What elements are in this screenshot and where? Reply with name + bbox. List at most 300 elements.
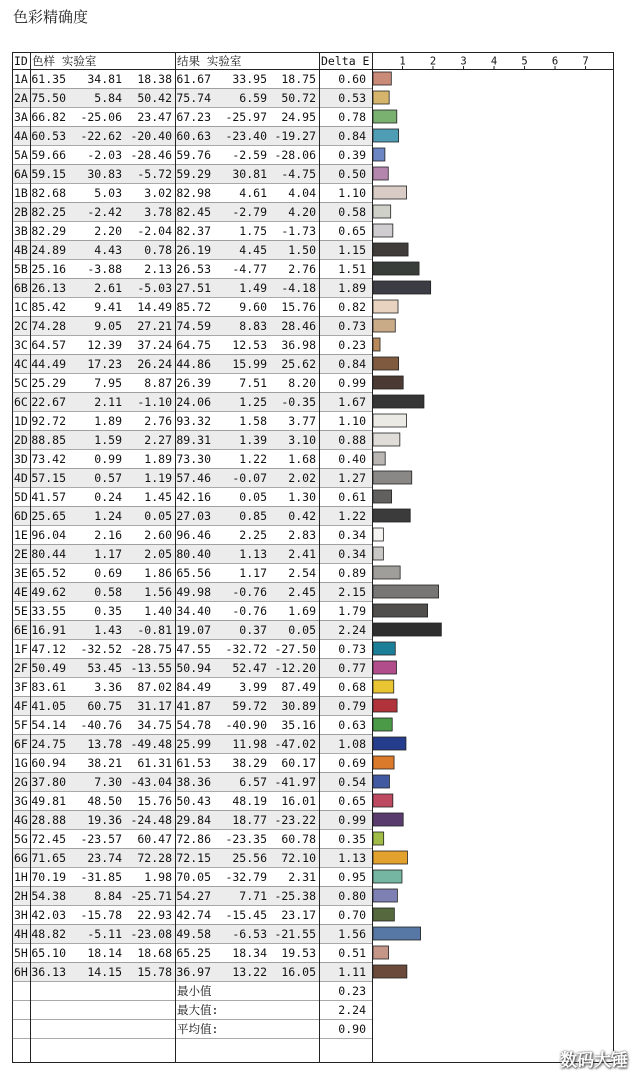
delta-e-bar xyxy=(373,338,380,351)
sample-lab-value: 59.66 xyxy=(31,148,66,162)
delta-e-bar xyxy=(373,395,424,408)
sample-lab-value: 34.75 xyxy=(137,718,172,732)
page-title: 色彩精确度 xyxy=(13,8,89,26)
sample-lab-value: -15.78 xyxy=(80,908,122,922)
result-lab-value: 82.37 xyxy=(176,224,211,238)
sample-lab-value: 22.67 xyxy=(31,395,66,409)
sample-lab-value: 24.89 xyxy=(31,243,66,257)
delta-e-bar xyxy=(373,452,385,465)
row-id: 6F xyxy=(14,737,28,751)
sample-lab-value: 9.05 xyxy=(94,319,122,333)
row-id: 1B xyxy=(14,186,28,200)
sample-lab-value: 1.56 xyxy=(144,585,172,599)
delta-e-value: 0.65 xyxy=(338,794,366,808)
sample-lab-value: 54.38 xyxy=(31,889,66,903)
result-lab-value: 38.36 xyxy=(176,775,211,789)
result-lab-value: 12.53 xyxy=(232,338,267,352)
x-tick-label: 2 xyxy=(429,55,437,68)
delta-e-value: 1.10 xyxy=(338,414,366,428)
sample-lab-value: 72.28 xyxy=(137,851,172,865)
result-lab-value: 50.43 xyxy=(176,794,211,808)
result-lab-value: 25.56 xyxy=(232,851,267,865)
delta-e-bar xyxy=(373,813,403,826)
result-lab-value: 87.49 xyxy=(281,680,316,694)
sample-lab-value: 18.38 xyxy=(137,72,172,86)
result-lab-value: 57.46 xyxy=(176,471,211,485)
delta-e-value: 1.22 xyxy=(338,509,366,523)
sample-lab-value: 61.35 xyxy=(31,72,66,86)
delta-e-value: 0.50 xyxy=(338,167,366,181)
sample-lab-value: 47.12 xyxy=(31,642,66,656)
delta-e-bar xyxy=(373,623,441,636)
delta-e-value: 0.34 xyxy=(338,528,366,542)
row-id: 1G xyxy=(14,756,28,770)
result-lab-value: 42.16 xyxy=(176,490,211,504)
delta-e-bar xyxy=(373,205,391,218)
result-lab-value: 50.72 xyxy=(281,91,316,105)
sample-lab-value: 17.23 xyxy=(87,357,122,371)
sample-lab-value: 1.86 xyxy=(144,566,172,580)
row-id: 5B xyxy=(14,262,28,276)
result-lab-value: 73.30 xyxy=(176,452,211,466)
delta-e-value: 0.54 xyxy=(338,775,366,789)
sample-lab-value: 1.43 xyxy=(94,623,122,637)
delta-e-value: 0.23 xyxy=(338,338,366,352)
result-lab-value: 54.27 xyxy=(176,889,211,903)
result-lab-value: 2.76 xyxy=(288,262,316,276)
row-id: 3D xyxy=(14,452,28,466)
result-lab-value: 67.23 xyxy=(176,110,211,124)
result-lab-value: 4.20 xyxy=(288,205,316,219)
delta-e-value: 1.15 xyxy=(338,243,366,257)
delta-e-bar xyxy=(373,775,389,788)
result-lab-value: -4.18 xyxy=(281,281,316,295)
delta-e-bar xyxy=(373,965,407,978)
sample-lab-value: 25.16 xyxy=(31,262,66,276)
sample-lab-value: -3.88 xyxy=(87,262,122,276)
delta-e-chart xyxy=(12,52,614,1063)
result-lab-value: 48.19 xyxy=(232,794,267,808)
sample-lab-value: 42.03 xyxy=(31,908,66,922)
delta-e-value: 1.89 xyxy=(338,281,366,295)
result-lab-value: 3.10 xyxy=(288,433,316,447)
result-lab-value: 61.53 xyxy=(176,756,211,770)
row-id: 2C xyxy=(14,319,28,333)
result-lab-value: 72.86 xyxy=(176,832,211,846)
result-lab-value: 25.99 xyxy=(176,737,211,751)
sample-lab-value: 61.31 xyxy=(137,756,172,770)
sample-lab-value: 16.91 xyxy=(31,623,66,637)
sample-lab-value: 50.42 xyxy=(137,91,172,105)
sample-lab-value: 60.53 xyxy=(31,129,66,143)
x-tick-label: 4 xyxy=(490,55,498,68)
result-lab-value: 59.76 xyxy=(176,148,211,162)
sample-lab-value: 26.13 xyxy=(31,281,66,295)
row-id: 6G xyxy=(14,851,28,865)
sample-lab-value: 1.19 xyxy=(144,471,172,485)
result-lab-value: 30.81 xyxy=(232,167,267,181)
delta-e-bar xyxy=(373,756,394,769)
sample-lab-value: 38.21 xyxy=(87,756,122,770)
sample-lab-value: 19.36 xyxy=(87,813,122,827)
sample-lab-value: 0.78 xyxy=(144,243,172,257)
result-lab-value: 93.32 xyxy=(176,414,211,428)
sample-lab-value: 31.17 xyxy=(137,699,172,713)
delta-e-value: 0.99 xyxy=(338,376,366,390)
delta-e-value: 0.99 xyxy=(338,813,366,827)
row-id: 1D xyxy=(14,414,28,428)
result-lab-value: 24.95 xyxy=(281,110,316,124)
result-lab-value: -40.90 xyxy=(225,718,267,732)
delta-e-bar xyxy=(373,490,392,503)
result-lab-value: 26.19 xyxy=(176,243,211,257)
header-sample: 色样 实验室 xyxy=(32,54,97,68)
delta-e-bar xyxy=(373,300,398,313)
result-lab-value: 84.49 xyxy=(176,680,211,694)
sample-lab-value: -23.08 xyxy=(130,927,172,941)
sample-lab-value: -43.04 xyxy=(130,775,172,789)
row-id: 4G xyxy=(14,813,28,827)
sample-lab-value: 75.50 xyxy=(31,91,66,105)
delta-e-value: 1.08 xyxy=(338,737,366,751)
result-lab-value: 54.78 xyxy=(176,718,211,732)
row-id: 1A xyxy=(14,72,28,86)
sample-lab-value: 74.28 xyxy=(31,319,66,333)
row-id: 1C xyxy=(14,300,28,314)
row-id: 6C xyxy=(14,395,28,409)
result-lab-value: 0.42 xyxy=(288,509,316,523)
delta-e-value: 0.65 xyxy=(338,224,366,238)
summary-value: 0.23 xyxy=(338,984,366,998)
row-id: 3H xyxy=(14,908,28,922)
sample-lab-value: 71.65 xyxy=(31,851,66,865)
result-lab-value: 2.02 xyxy=(288,471,316,485)
sample-lab-value: 70.19 xyxy=(31,870,66,884)
result-lab-value: 1.75 xyxy=(239,224,267,238)
delta-e-bar xyxy=(373,357,399,370)
sample-lab-value: 1.45 xyxy=(144,490,172,504)
delta-e-bar xyxy=(373,167,388,180)
sample-lab-value: -0.81 xyxy=(137,623,172,637)
delta-e-bar xyxy=(373,680,394,693)
delta-e-bar xyxy=(373,243,408,256)
result-lab-value: -4.75 xyxy=(281,167,316,181)
sample-lab-value: 1.40 xyxy=(144,604,172,618)
sample-lab-value: -31.85 xyxy=(80,870,122,884)
result-lab-value: -15.45 xyxy=(225,908,267,922)
row-id: 3B xyxy=(14,224,28,238)
result-lab-value: -27.50 xyxy=(274,642,316,656)
color-accuracy-table xyxy=(12,52,614,1063)
row-id: 1H xyxy=(14,870,28,884)
delta-e-value: 0.40 xyxy=(338,452,366,466)
result-lab-value: -19.27 xyxy=(274,129,316,143)
delta-e-bar xyxy=(373,72,391,85)
sample-lab-value: 64.57 xyxy=(31,338,66,352)
sample-lab-value: 2.20 xyxy=(94,224,122,238)
delta-e-value: 1.11 xyxy=(338,965,366,979)
sample-lab-value: 13.78 xyxy=(87,737,122,751)
result-lab-value: 72.10 xyxy=(281,851,316,865)
delta-e-bar xyxy=(373,414,407,427)
sample-lab-value: 1.17 xyxy=(94,547,122,561)
sample-lab-value: 80.44 xyxy=(31,547,66,561)
result-lab-value: 49.58 xyxy=(176,927,211,941)
row-id: 6E xyxy=(14,623,28,637)
sample-lab-value: 82.68 xyxy=(31,186,66,200)
delta-e-value: 0.79 xyxy=(338,699,366,713)
result-lab-value: 24.06 xyxy=(176,395,211,409)
result-lab-value: -4.77 xyxy=(232,262,267,276)
sample-lab-value: 87.02 xyxy=(137,680,172,694)
row-id: 5E xyxy=(14,604,28,618)
result-lab-value: 42.74 xyxy=(176,908,211,922)
sample-lab-value: -13.55 xyxy=(130,661,172,675)
row-id: 2G xyxy=(14,775,28,789)
result-lab-value: 1.17 xyxy=(239,566,267,580)
result-lab-value: -21.55 xyxy=(274,927,316,941)
row-id: 2F xyxy=(14,661,28,675)
delta-e-bar xyxy=(373,851,407,864)
sample-lab-value: 60.94 xyxy=(31,756,66,770)
result-lab-value: 50.94 xyxy=(176,661,211,675)
sample-lab-value: 23.47 xyxy=(137,110,172,124)
delta-e-value: 1.13 xyxy=(338,851,366,865)
row-id: 5F xyxy=(14,718,28,732)
result-lab-value: 1.50 xyxy=(288,243,316,257)
result-lab-value: -0.76 xyxy=(232,585,267,599)
row-id: 4D xyxy=(14,471,28,485)
result-lab-value: 2.45 xyxy=(288,585,316,599)
sample-lab-value: 14.15 xyxy=(87,965,122,979)
result-lab-value: 65.25 xyxy=(176,946,211,960)
result-lab-value: 7.71 xyxy=(239,889,267,903)
sample-lab-value: 25.65 xyxy=(31,509,66,523)
row-id: 3A xyxy=(14,110,28,124)
x-tick-label: 6 xyxy=(551,55,559,68)
sample-lab-value: 88.85 xyxy=(31,433,66,447)
result-lab-value: 75.74 xyxy=(176,91,211,105)
sample-lab-value: 50.49 xyxy=(31,661,66,675)
sample-lab-value: 36.13 xyxy=(31,965,66,979)
sample-lab-value: 9.41 xyxy=(94,300,122,314)
result-lab-value: 27.51 xyxy=(176,281,211,295)
result-lab-value: 60.17 xyxy=(281,756,316,770)
delta-e-value: 0.60 xyxy=(338,72,366,86)
sample-lab-value: -5.11 xyxy=(87,927,122,941)
sample-lab-value: 60.75 xyxy=(87,699,122,713)
result-lab-value: 27.03 xyxy=(176,509,211,523)
delta-e-value: 0.95 xyxy=(338,870,366,884)
sample-lab-value: 82.29 xyxy=(31,224,66,238)
row-id: 5D xyxy=(14,490,28,504)
delta-e-value: 0.53 xyxy=(338,91,366,105)
sample-lab-value: 0.05 xyxy=(144,509,172,523)
delta-e-value: 1.79 xyxy=(338,604,366,618)
sample-lab-value: 1.98 xyxy=(144,870,172,884)
result-lab-value: -12.20 xyxy=(274,661,316,675)
sample-lab-value: 2.60 xyxy=(144,528,172,542)
sample-lab-value: -20.40 xyxy=(130,129,172,143)
result-lab-value: 18.77 xyxy=(232,813,267,827)
delta-e-value: 2.15 xyxy=(338,585,366,599)
delta-e-value: 1.51 xyxy=(338,262,366,276)
delta-e-value: 0.89 xyxy=(338,566,366,580)
result-lab-value: 72.15 xyxy=(176,851,211,865)
sample-lab-value: 41.57 xyxy=(31,490,66,504)
sample-lab-value: 3.36 xyxy=(94,680,122,694)
result-lab-value: 1.39 xyxy=(239,433,267,447)
delta-e-value: 0.78 xyxy=(338,110,366,124)
delta-e-bar xyxy=(373,699,397,712)
result-lab-value: 70.05 xyxy=(176,870,211,884)
result-lab-value: 13.22 xyxy=(232,965,267,979)
sample-lab-value: -28.46 xyxy=(130,148,172,162)
sample-lab-value: 85.42 xyxy=(31,300,66,314)
sample-lab-value: 3.78 xyxy=(144,205,172,219)
delta-e-bar xyxy=(373,110,397,123)
sample-lab-value: 92.72 xyxy=(31,414,66,428)
result-lab-value: 15.76 xyxy=(281,300,316,314)
sample-lab-value: -40.76 xyxy=(80,718,122,732)
sample-lab-value: -28.75 xyxy=(130,642,172,656)
delta-e-bar xyxy=(373,642,395,655)
sample-lab-value: 1.59 xyxy=(94,433,122,447)
row-id: 1F xyxy=(14,642,28,656)
result-lab-value: 1.25 xyxy=(239,395,267,409)
header-result: 结果 实验室 xyxy=(177,54,242,68)
sample-lab-value: 53.45 xyxy=(87,661,122,675)
row-id: 5A xyxy=(14,148,28,162)
result-lab-value: 18.34 xyxy=(232,946,267,960)
result-lab-value: -0.07 xyxy=(232,471,267,485)
summary-label: 最大值: xyxy=(177,1003,219,1017)
sample-lab-value: 96.04 xyxy=(31,528,66,542)
result-lab-value: 3.77 xyxy=(288,414,316,428)
delta-e-value: 0.70 xyxy=(338,908,366,922)
sample-lab-value: -1.10 xyxy=(137,395,172,409)
result-lab-value: 1.69 xyxy=(288,604,316,618)
sample-lab-value: 2.61 xyxy=(94,281,122,295)
result-lab-value: 18.75 xyxy=(281,72,316,86)
result-lab-value: 38.29 xyxy=(232,756,267,770)
sample-lab-value: 82.25 xyxy=(31,205,66,219)
sample-lab-value: 18.14 xyxy=(87,946,122,960)
sample-lab-value: 57.15 xyxy=(31,471,66,485)
sample-lab-value: 18.68 xyxy=(137,946,172,960)
delta-e-bar xyxy=(373,737,406,750)
result-lab-value: -23.35 xyxy=(225,832,267,846)
delta-e-value: 0.84 xyxy=(338,357,366,371)
result-lab-value: 30.89 xyxy=(281,699,316,713)
row-id: 2E xyxy=(14,547,28,561)
delta-e-value: 2.24 xyxy=(338,623,366,637)
result-lab-value: 0.05 xyxy=(288,623,316,637)
result-lab-value: 65.56 xyxy=(176,566,211,580)
result-lab-value: 60.78 xyxy=(281,832,316,846)
sample-lab-value: -24.48 xyxy=(130,813,172,827)
sample-lab-value: 27.21 xyxy=(137,319,172,333)
sample-lab-value: -2.04 xyxy=(137,224,172,238)
row-id: 5H xyxy=(14,946,28,960)
delta-e-bar xyxy=(373,319,395,332)
result-lab-value: 96.46 xyxy=(176,528,211,542)
delta-e-bar xyxy=(373,832,384,845)
delta-e-value: 0.84 xyxy=(338,129,366,143)
result-lab-value: 0.37 xyxy=(239,623,267,637)
sample-lab-value: -23.57 xyxy=(80,832,122,846)
sample-lab-value: 0.99 xyxy=(94,452,122,466)
sample-lab-value: -25.71 xyxy=(130,889,172,903)
result-lab-value: 1.30 xyxy=(288,490,316,504)
sample-lab-value: 0.35 xyxy=(94,604,122,618)
sample-lab-value: 26.24 xyxy=(137,357,172,371)
sample-lab-value: 7.30 xyxy=(94,775,122,789)
result-lab-value: -0.76 xyxy=(232,604,267,618)
row-id: 4B xyxy=(14,243,28,257)
sample-lab-value: 54.14 xyxy=(31,718,66,732)
sample-lab-value: 60.47 xyxy=(137,832,172,846)
row-id: 1E xyxy=(14,528,28,542)
result-lab-value: 0.85 xyxy=(239,509,267,523)
delta-e-bar xyxy=(373,927,421,940)
result-lab-value: 2.25 xyxy=(239,528,267,542)
result-lab-value: 19.53 xyxy=(281,946,316,960)
delta-e-value: 0.88 xyxy=(338,433,366,447)
delta-e-value: 0.39 xyxy=(338,148,366,162)
result-lab-value: 2.54 xyxy=(288,566,316,580)
delta-e-bar xyxy=(373,718,392,731)
watermark-text: 数码大锤 xyxy=(560,1051,628,1071)
delta-e-value: 0.35 xyxy=(338,832,366,846)
sample-lab-value: 48.50 xyxy=(87,794,122,808)
row-id: 4E xyxy=(14,585,28,599)
result-lab-value: 26.39 xyxy=(176,376,211,390)
result-lab-value: -2.59 xyxy=(232,148,267,162)
summary-value: 2.24 xyxy=(338,1003,366,1017)
delta-e-value: 0.68 xyxy=(338,680,366,694)
delta-e-value: 1.67 xyxy=(338,395,366,409)
result-lab-value: 33.95 xyxy=(232,72,267,86)
sample-lab-value: -2.42 xyxy=(87,205,122,219)
delta-e-value: 0.69 xyxy=(338,756,366,770)
x-tick-label: 5 xyxy=(521,55,528,68)
result-lab-value: 4.61 xyxy=(239,186,267,200)
sample-lab-value: 1.89 xyxy=(144,452,172,466)
sample-lab-value: -49.48 xyxy=(130,737,172,751)
result-lab-value: 26.53 xyxy=(176,262,211,276)
sample-lab-value: 3.02 xyxy=(144,186,172,200)
result-lab-value: -25.38 xyxy=(274,889,316,903)
row-id: 6H xyxy=(14,965,28,979)
result-lab-value: 49.98 xyxy=(176,585,211,599)
sample-lab-value: 37.80 xyxy=(31,775,66,789)
delta-e-bar xyxy=(373,547,383,560)
summary-label: 平均值: xyxy=(177,1022,219,1036)
sample-lab-value: 1.24 xyxy=(94,509,122,523)
result-lab-value: 85.72 xyxy=(176,300,211,314)
result-lab-value: 36.97 xyxy=(176,965,211,979)
row-id: 4H xyxy=(14,927,28,941)
sample-lab-value: 37.24 xyxy=(137,338,172,352)
sample-lab-value: 30.83 xyxy=(87,167,122,181)
delta-e-bar xyxy=(373,509,410,522)
delta-e-value: 0.61 xyxy=(338,490,366,504)
result-lab-value: 1.13 xyxy=(239,547,267,561)
result-lab-value: 8.20 xyxy=(288,376,316,390)
result-lab-value: 8.83 xyxy=(239,319,267,333)
header-id: ID xyxy=(14,54,28,68)
